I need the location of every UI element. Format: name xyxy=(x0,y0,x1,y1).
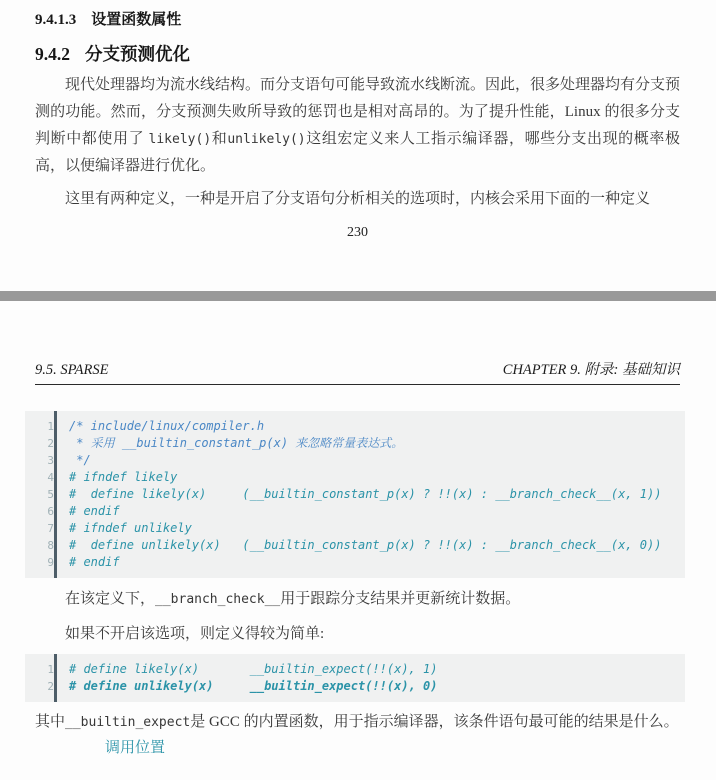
code-line xyxy=(47,418,679,435)
code-text: /* include/linux/compiler.h xyxy=(69,419,265,433)
code-text: # endif xyxy=(69,504,120,518)
paragraph-builtin-expect xyxy=(35,710,680,736)
page-230-bottom xyxy=(0,0,716,241)
page-break-divider xyxy=(0,291,716,301)
code-line xyxy=(47,537,679,554)
line-number: 8 xyxy=(47,539,54,552)
page-number: 230 xyxy=(347,225,368,240)
paragraph-text: 其中 xyxy=(35,714,66,730)
code-line xyxy=(47,554,679,571)
paragraph-simpler-definition: 如果不开启该选项，则定义得较为简单: xyxy=(65,626,325,642)
code-text: # define likely(x) __builtin_expect(!!(x), 1) xyxy=(69,662,438,676)
subsection-number: 9.4.1.3 xyxy=(35,12,77,28)
line-number: 3 xyxy=(47,454,54,467)
line-number: 6 xyxy=(47,505,54,518)
code-line xyxy=(47,452,679,469)
code-block-1 xyxy=(25,411,685,578)
line-number: 2 xyxy=(47,437,54,450)
subsection-title: 设置函数属性 xyxy=(91,11,182,28)
code-text: # ifndef likely xyxy=(69,470,178,484)
line-number: 5 xyxy=(47,488,54,501)
clipped-next-line: 调用位置 xyxy=(105,739,166,756)
inline-code-unlikely: unlikely() xyxy=(227,132,306,147)
inline-code-likely: likely() xyxy=(148,132,212,147)
code-text: # define unlikely(x) __builtin_expect(!!(x), 0) xyxy=(69,679,438,693)
code-text: */ xyxy=(69,453,91,467)
paragraph-text: 在该定义下， xyxy=(65,591,156,607)
code-text: * 采用 __builtin_constant_p(x) 来忽略常量表达式。 xyxy=(69,436,404,450)
code-text: # ifndef unlikely xyxy=(69,521,192,535)
inline-code-branch-check: __branch_check__ xyxy=(155,592,281,607)
code-line xyxy=(47,503,679,520)
code-line xyxy=(47,435,679,452)
line-number: 9 xyxy=(47,556,54,569)
subsection-heading xyxy=(35,10,680,30)
code-lines xyxy=(47,418,679,571)
section-number: 9.4.2 xyxy=(35,44,70,64)
line-number: 1 xyxy=(47,663,54,676)
code-text: # define likely(x) (__builtin_constant_p(x) ? !!(x) : __branch_check__(x, 1)) xyxy=(69,487,662,501)
paragraph-text: 是 GCC 的内置函数，用于指示编译器，该条件语句最可能的结果是什么。 xyxy=(190,714,679,730)
code-line xyxy=(47,678,679,695)
code-line xyxy=(47,661,679,678)
running-header xyxy=(35,358,680,385)
code-text: # define unlikely(x) (__builtin_constant_p(x) ? !!(x) : __branch_check__(x, 0)) xyxy=(69,538,662,552)
paragraph-branch-check xyxy=(35,586,680,613)
code-text: # endif xyxy=(69,555,120,569)
running-header-right: CHAPTER 9. 附录: 基础知识 xyxy=(502,362,680,378)
code-line xyxy=(47,469,679,486)
line-number: 1 xyxy=(47,420,54,433)
code-block-2 xyxy=(25,654,685,702)
inline-code-builtin-expect: __builtin_expect xyxy=(65,715,191,730)
paragraph-text: 用于跟踪分支结果并更新统计数据。 xyxy=(280,591,521,607)
section-heading xyxy=(35,42,680,66)
line-number: 4 xyxy=(47,471,54,484)
paragraph-branch-prediction xyxy=(35,72,680,180)
paragraph-text: 和 xyxy=(211,131,228,147)
code-line xyxy=(47,520,679,537)
code-line xyxy=(47,486,679,503)
running-header-left: 9.5. SPARSE xyxy=(35,362,109,378)
paragraph-text: 这组宏定义来人工指示编译器，哪些分支出现的概率极高，以便编译器进行优化。 xyxy=(35,131,680,174)
line-number: 7 xyxy=(47,522,54,535)
paragraph-two-definitions: 这里有两种定义，一种是开启了分支语句分析相关的选项时，内核会采用下面的一种定义 xyxy=(65,191,651,207)
line-number: 2 xyxy=(47,680,54,693)
paragraph-text: 现代处理器均为流水线结构。而分支语句可能导致流水线断流。因此，很多处理器均有分支预测的功能。然而，分支预测失败所导致的惩罚也是相对高昂的。为了提升性能，Linux 的很多分支判断中都使用了 xyxy=(35,77,681,147)
section-title: 分支预测优化 xyxy=(85,44,190,64)
code-lines xyxy=(47,661,679,695)
